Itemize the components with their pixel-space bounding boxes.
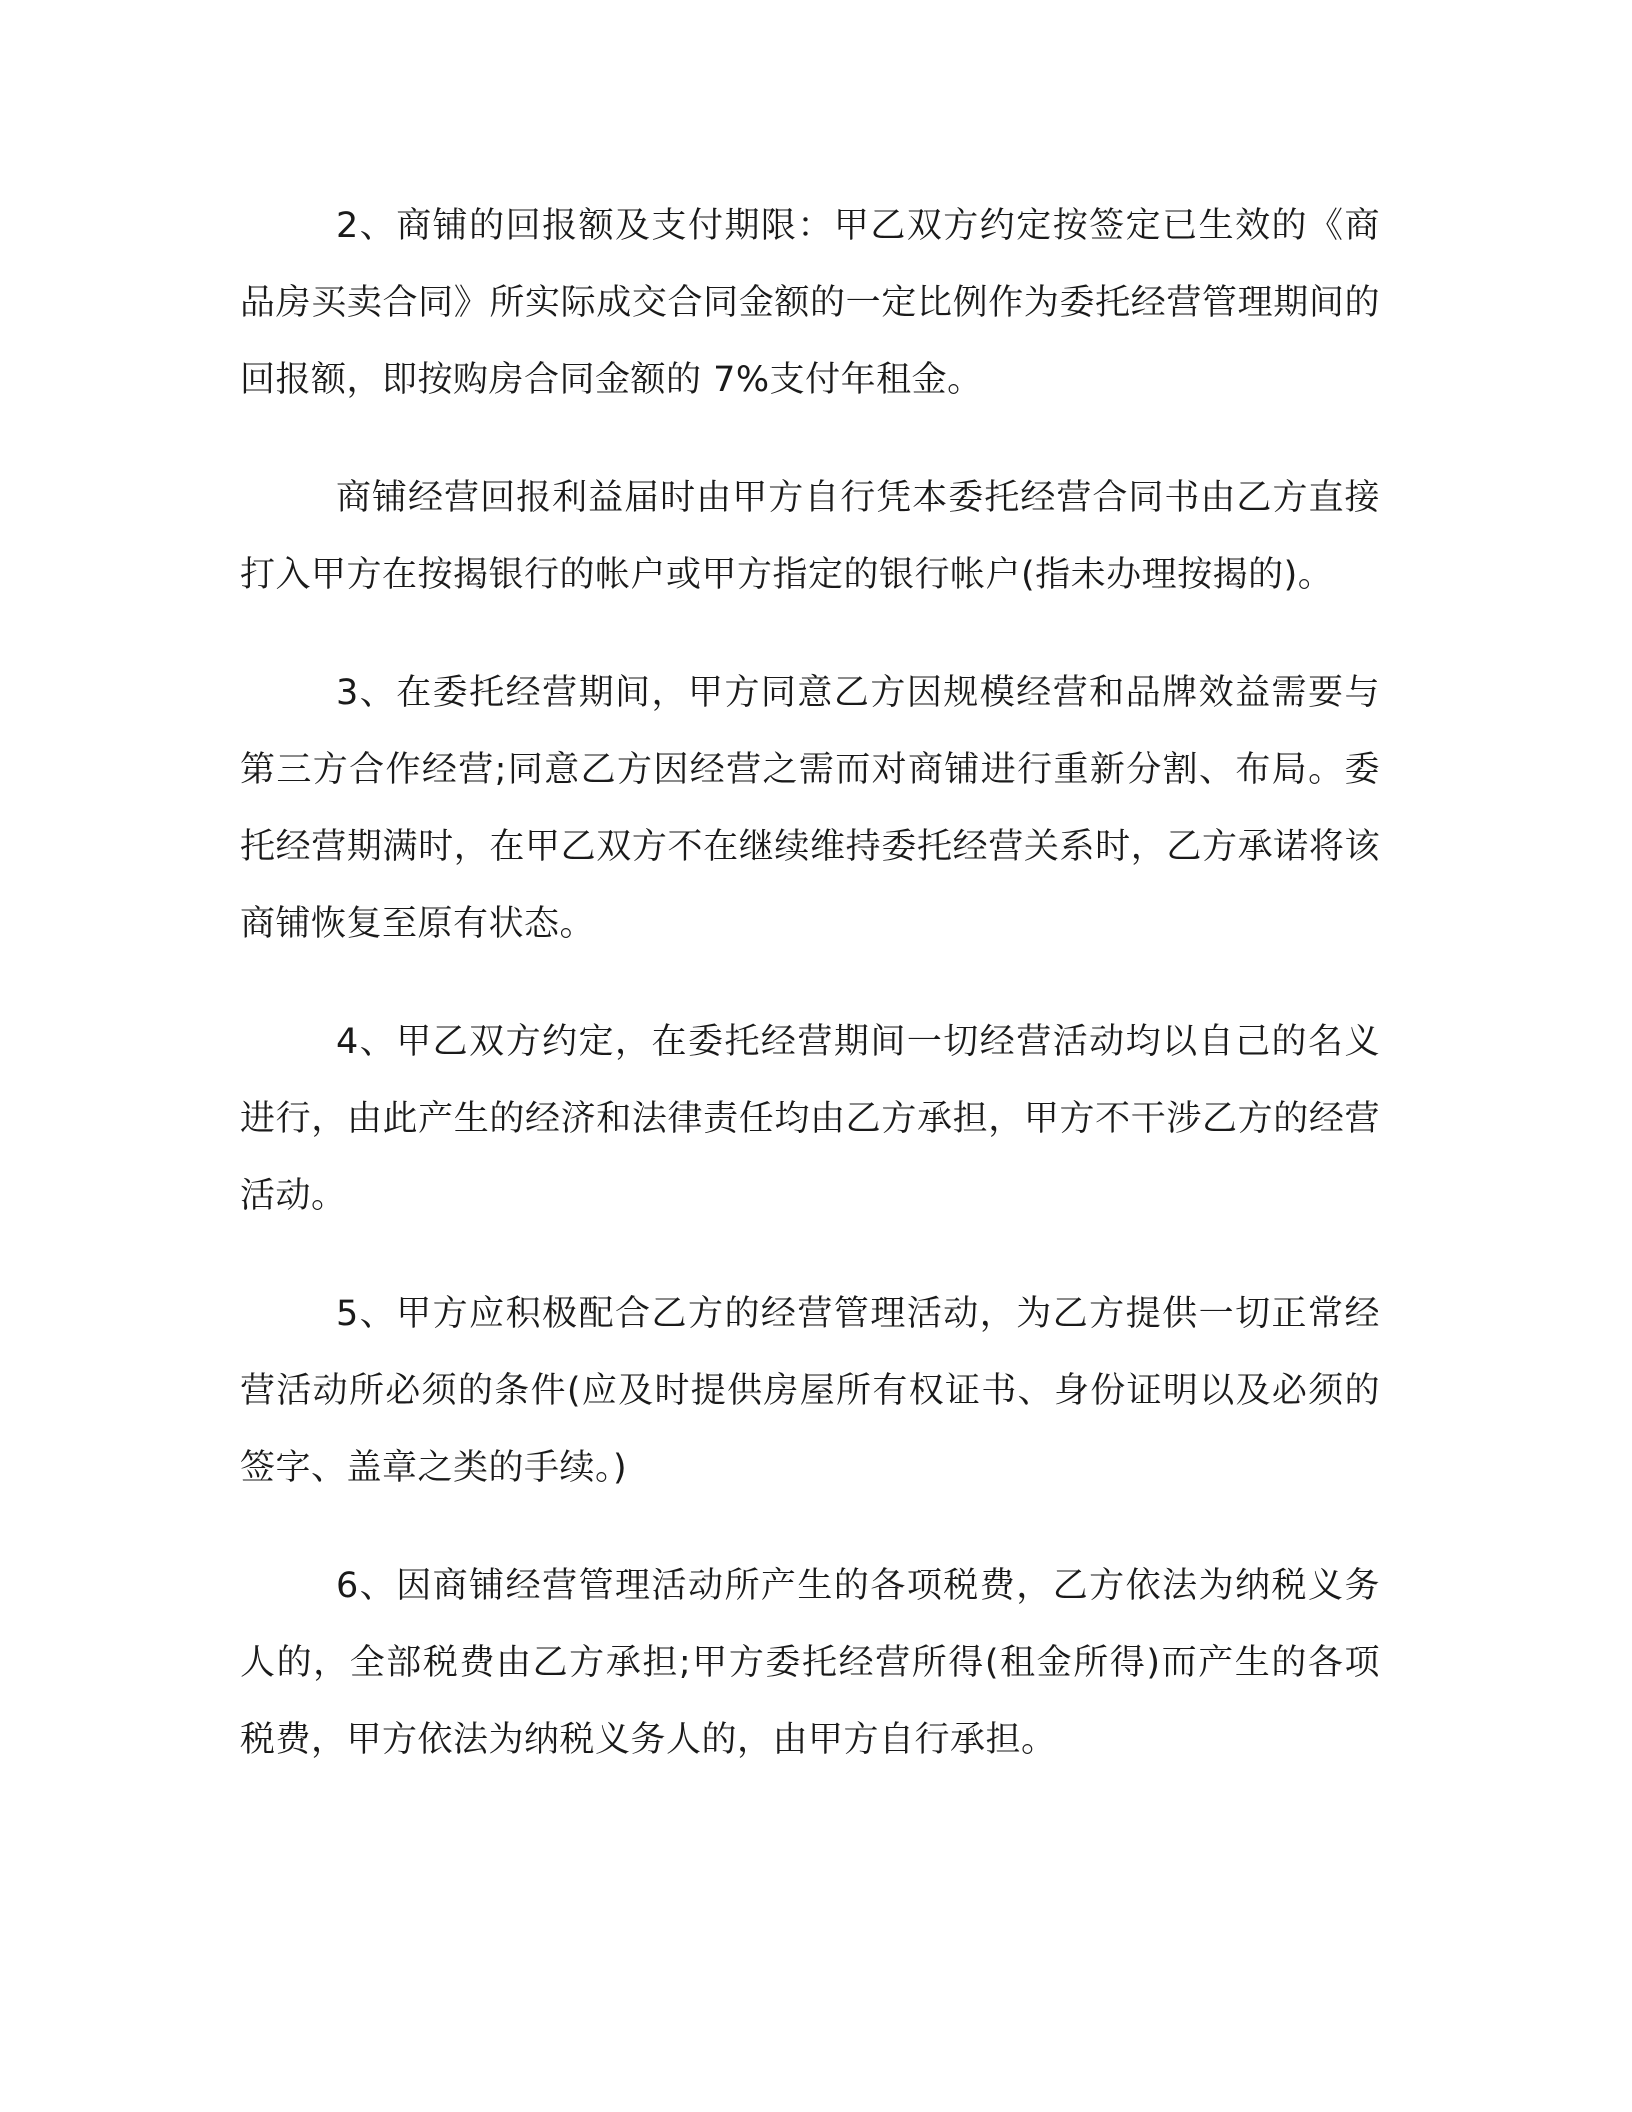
- document-body: [240, 188, 1380, 1820]
- paragraph-clause-4: 4、甲乙双方约定，在委托经营期间一切经营活动均以自己的名义进行，由此产生的经济和法律责任均由乙方承担，甲方不干涉乙方的经营活动。: [240, 1022, 1380, 1216]
- paragraph-clause-2: 2、商铺的回报额及支付期限：甲乙双方约定按签定已生效的《商品房买卖合同》所实际成交合同金额的一定比例作为委托经营管理期间的回报额，即按购房合同金额的 7%支付年租金。: [240, 206, 1380, 400]
- paragraph-payment-method: 商铺经营回报利益届时由甲方自行凭本委托经营合同书由乙方直接打入甲方在按揭银行的帐户或甲方指定的银行帐户(指未办理按揭的)。: [240, 478, 1380, 595]
- paragraph-clause-6: 6、因商铺经营管理活动所产生的各项税费，乙方依法为纳税义务人的，全部税费由乙方承担;甲方委托经营所得(租金所得)而产生的各项税费，甲方依法为纳税义务人的，由甲方自行承担。: [240, 1566, 1380, 1760]
- paragraph-clause-3: 3、在委托经营期间，甲方同意乙方因规模经营和品牌效益需要与第三方合作经营;同意乙方因经营之需而对商铺进行重新分割、布局。委托经营期满时，在甲乙双方不在继续维持委托经营关系时，乙方承诺将该商铺恢复至原有状态。: [240, 673, 1380, 944]
- paragraph-clause-5: 5、甲方应积极配合乙方的经营管理活动，为乙方提供一切正常经营活动所必须的条件(应及时提供房屋所有权证书、身份证明以及必须的签字、盖章之类的手续。): [240, 1294, 1380, 1488]
